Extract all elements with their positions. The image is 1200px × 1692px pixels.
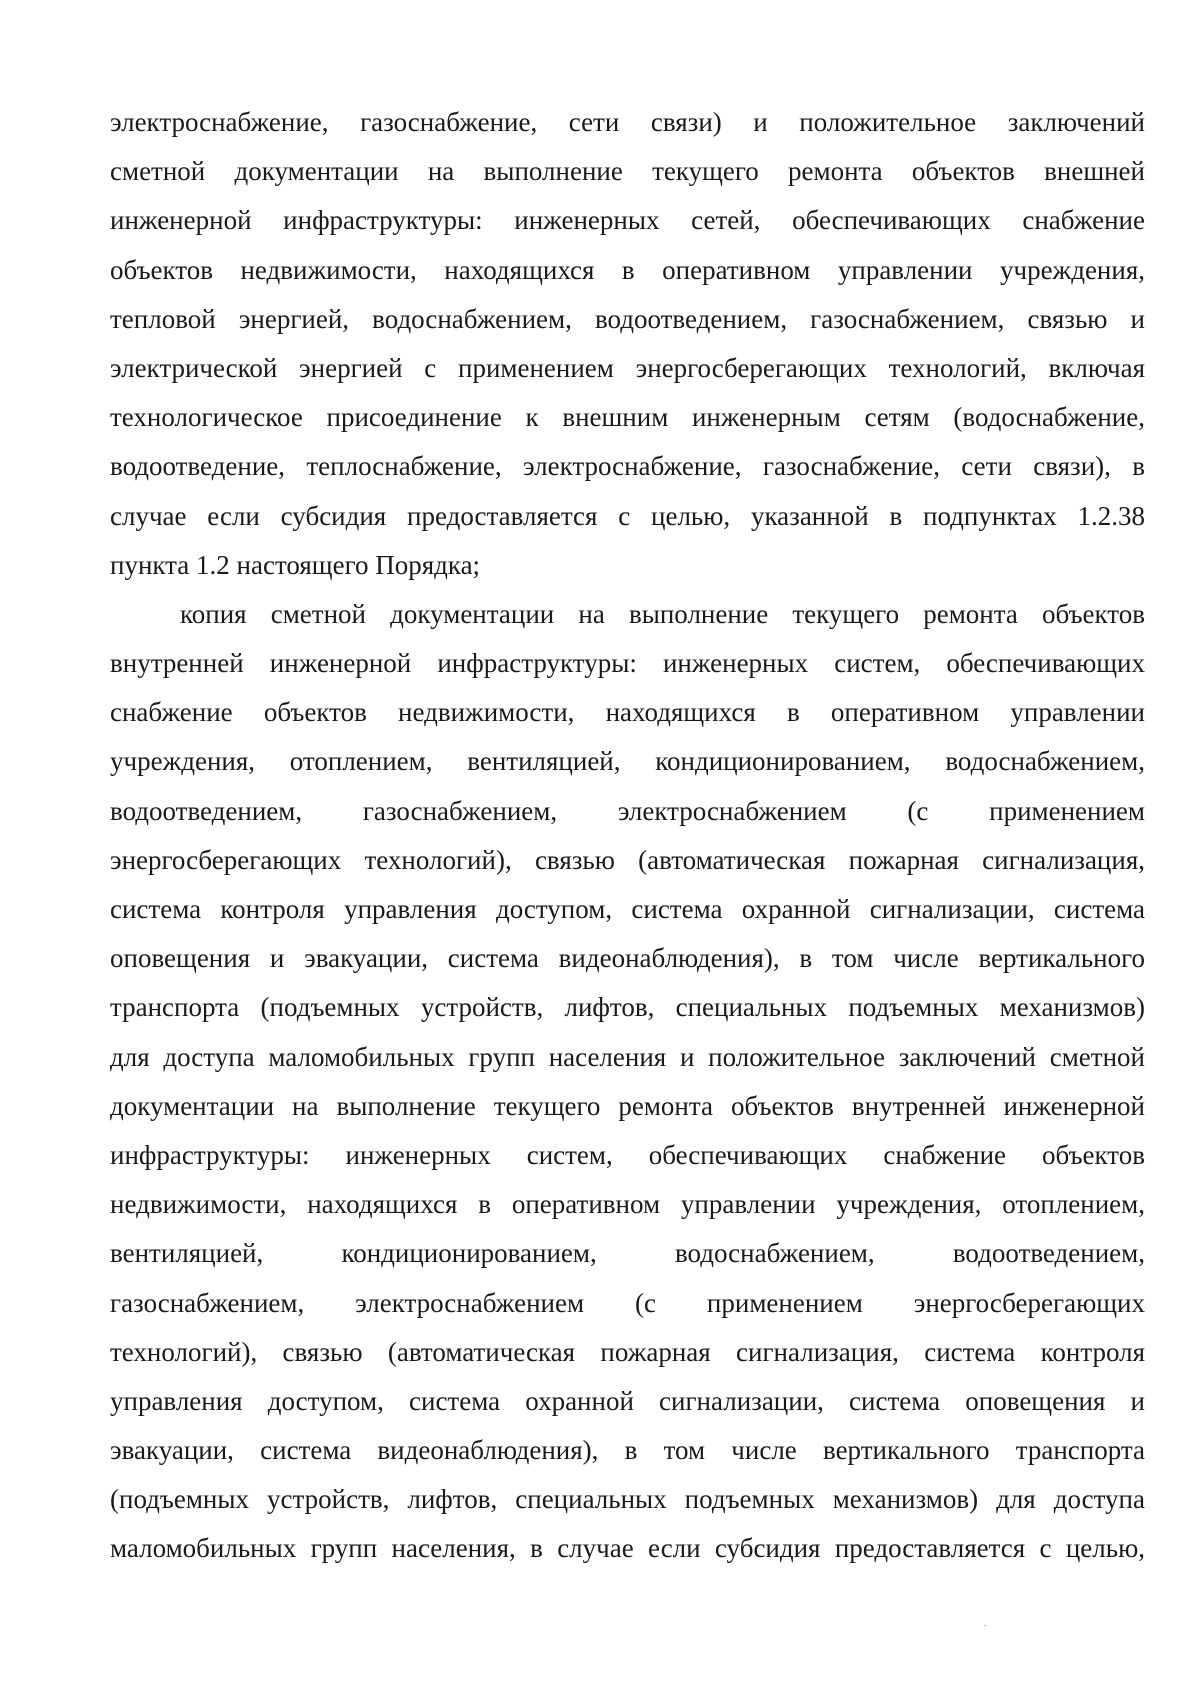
text-line: пункта 1.2 настоящего Порядка; [110, 549, 481, 580]
text-line: электроснабжение, газоснабжение, сети связи) и положительное заключений [110, 107, 1145, 137]
text-line: электрической энергией с применением энергосберегающих технологий, включая [110, 352, 1145, 383]
text-line: оповещения и эвакуации, система видеонаблюдения), в том числе вертикального [110, 943, 1145, 974]
text-line: сметной документации на выполнение текущего ремонта объектов внешней [110, 156, 1145, 187]
text-line: технологическое присоединение к внешним инженерным сетям (водоснабжение, [110, 402, 1145, 433]
text-line: водоотведение, теплоснабжение, электроснабжение, газоснабжение, сети связи), в [110, 451, 1145, 482]
text-line: инфраструктуры: инженерных систем, обеспечивающих снабжение объектов [110, 1139, 1145, 1170]
text-line: копия сметной документации на выполнение текущего ремонта объектов [180, 598, 1145, 629]
text-line: транспорта (подъемных устройств, лифтов, специальных подъемных механизмов) [110, 992, 1145, 1023]
text-line: управления доступом, система охранной сигнализации, система оповещения и [110, 1385, 1145, 1416]
document-page [110, 98, 1145, 1574]
text-line: система контроля управления доступом, система охранной сигнализации, система [110, 894, 1145, 924]
text-line: газоснабжением, электроснабжением (с применением энергосберегающих [110, 1287, 1145, 1318]
text-line: для доступа маломобильных групп населения и положительное заключений сметной [110, 1041, 1145, 1072]
text-line: случае если субсидия предоставляется с целью, указанной в подпунктах 1.2.38 [110, 500, 1145, 531]
paragraph-2 [110, 590, 1145, 1574]
text-line: документации на выполнение текущего ремонта объектов внутренней инженерной [110, 1090, 1145, 1121]
text-line: маломобильных групп населения, в случае если субсидия предоставляется с целью, [110, 1533, 1145, 1564]
text-line: водоотведением, газоснабжением, электроснабжением (с применением [110, 795, 1145, 826]
text-line: инженерной инфраструктуры: инженерных сетей, обеспечивающих снабжение [110, 205, 1145, 236]
scan-speck [984, 1625, 986, 1626]
paragraph-1 [110, 98, 1145, 590]
text-line: объектов недвижимости, находящихся в оперативном управлении учреждения, [110, 254, 1145, 285]
text-line: эвакуации, система видеонаблюдения), в том числе вертикального транспорта [110, 1435, 1145, 1466]
text-line: учреждения, отоплением, вентиляцией, кондиционированием, водоснабжением, [110, 746, 1145, 777]
text-line: внутренней инженерной инфраструктуры: инженерных систем, обеспечивающих [110, 648, 1145, 679]
text-line: вентиляцией, кондиционированием, водоснабжением, водоотведением, [110, 1238, 1145, 1269]
text-line: снабжение объектов недвижимости, находящихся в оперативном управлении [110, 697, 1145, 728]
text-line: технологий), связью (автоматическая пожарная сигнализация, система контроля [110, 1336, 1145, 1367]
text-line: недвижимости, находящихся в оперативном управлении учреждения, отоплением, [110, 1189, 1145, 1220]
text-line: (подъемных устройств, лифтов, специальных подъемных механизмов) для доступа [110, 1484, 1145, 1515]
text-line: тепловой энергией, водоснабжением, водоотведением, газоснабжением, связью и [110, 303, 1145, 334]
text-line: энергосберегающих технологий), связью (автоматическая пожарная сигнализация, [110, 844, 1145, 875]
